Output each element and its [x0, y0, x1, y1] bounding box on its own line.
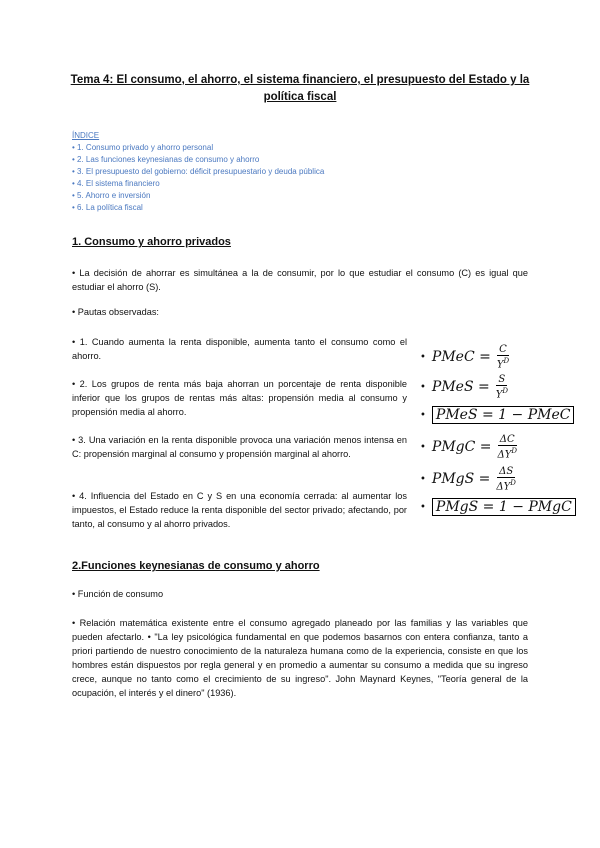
formula-pmgc: • PMgC = $\frac{\Delta C}{\Delta Y^D}$	[420, 434, 517, 461]
formula-pmgs: • PMgS = $\frac{\Delta S}{\Delta Y^D}$	[420, 466, 516, 493]
toc-item[interactable]: • 3. El presupuesto del gobierno: déficit presupuestario y deuda pública	[72, 167, 325, 176]
table-of-contents	[72, 130, 324, 214]
section2-heading: 2.Funciones keynesianas de consumo y ahorro	[72, 560, 320, 572]
bullet-dot: •	[420, 473, 426, 485]
point-1: • 1. Cuando aumenta la renta disponible, aumenta tanto el consumo como el ahorro.	[72, 337, 407, 361]
section1-heading: 1. Consumo y ahorro privados	[72, 236, 231, 248]
point-4: • 4. Influencia del Estado en C y S en una economía cerrada: al aumentar los impuestos, el Estado reduce la renta disponible del sector privado; afectando, por tanto, al consumo y al ahorro privados.	[72, 491, 407, 529]
toc-item[interactable]: • 1. Consumo privado y ahorro personal	[72, 143, 214, 152]
section1-intro: • La decisión de ahorrar es simultánea a la de consumir, por lo que estudiar el consumo (C) es igual que estudiar el ahorro (S).	[72, 268, 528, 292]
patterns-label: • Pautas observadas:	[72, 307, 159, 317]
bullet-dot: •	[420, 381, 426, 393]
formula-pmes: • PMeS = $\frac{S}{Y^D}$	[420, 374, 508, 401]
formula-pmec: • PMeC = $\frac{C}{Y^D}$	[420, 344, 510, 371]
point-3: • 3. Una variación en la renta disponible provoca una variación menos intensa en C: propensión marginal al consumo y propensión marginal al ahorro.	[72, 435, 407, 459]
bullet-dot: •	[420, 501, 426, 513]
bullet-dot: •	[420, 351, 426, 363]
formula-pmgs-identity: • PMgS = 1 − PMgC	[420, 498, 576, 516]
bullet-dot: •	[420, 409, 426, 421]
formula-pmes-identity: • PMeS = 1 − PMeC	[420, 406, 574, 424]
section2-subheading: • Función de consumo	[72, 589, 164, 599]
toc-item[interactable]: • 5. Ahorro e inversión	[72, 191, 151, 200]
toc-item[interactable]: • 4. El sistema financiero	[72, 179, 160, 188]
section2-paragraph: • Relación matemática existente entre el consumo agregado planeado por las familias y las variables que pueden afectarlo. • "La ley psicológica fundamental en que podemos basarnos con entera confianza, tanto a priori partiendo de nuestro conocimiento de la naturaleza humana como de la experiencia, consiste en que los hombres están dispuestos por regla general y en promedio a aumentar su consumo a medida que su ingreso crece, aunque no tanto como el crecimiento de su ingreso". John Maynard Keynes, "Teoría general de la ocupación, el interés y el dinero" (1936).	[72, 618, 528, 698]
toc-heading[interactable]: ÍNDICE	[72, 131, 100, 140]
document-title: Tema 4: El consumo, el ahorro, el sistema financiero, el presupuesto del Estado y la política fiscal	[70, 74, 530, 103]
bullet-dot: •	[420, 441, 426, 453]
toc-item[interactable]: • 6. La política fiscal	[72, 203, 143, 212]
toc-item[interactable]: • 2. Las funciones keynesianas de consumo y ahorro	[72, 155, 260, 164]
point-2: • 2. Los grupos de renta más baja ahorran un porcentaje de renta disponible inferior que los grupos de rentas más altas: propensión media al consumo y propensión media al ahorro.	[72, 379, 407, 417]
